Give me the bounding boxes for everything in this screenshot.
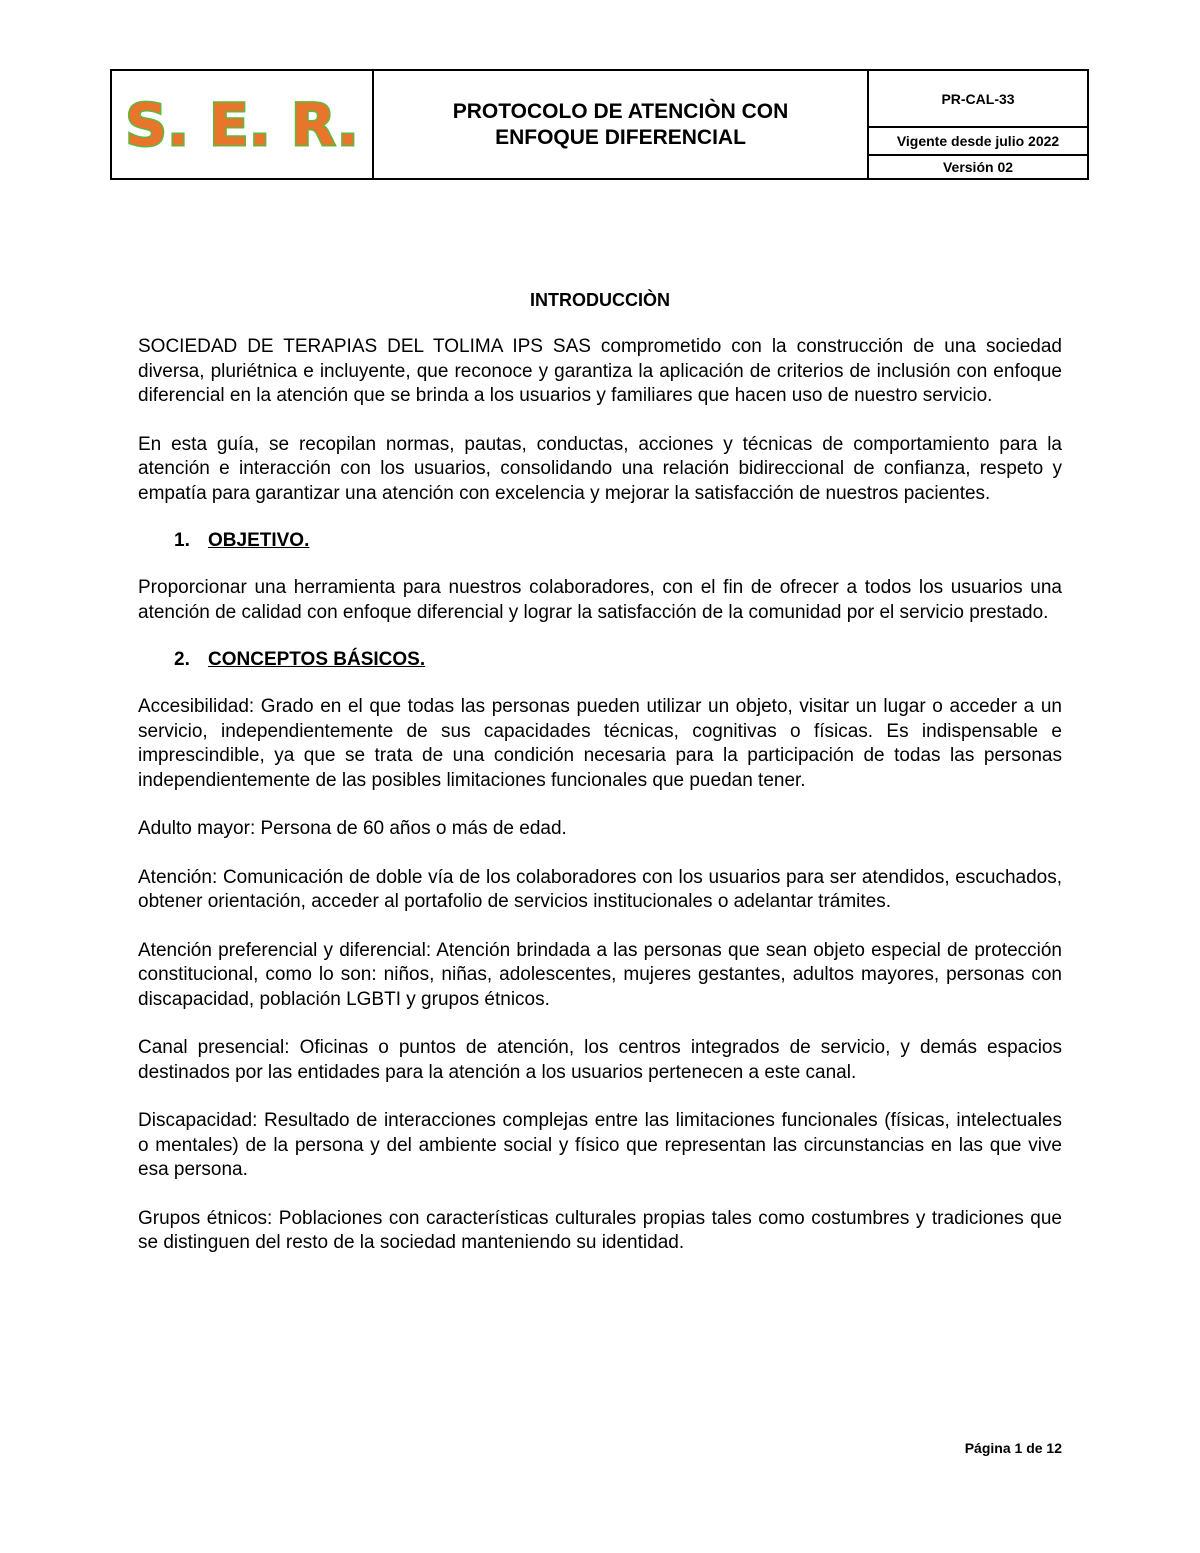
logo-text: S. E. R. — [125, 90, 359, 159]
concept-accesibilidad: Accesibilidad: Grado en el que todas las personas pueden utilizar un objeto, visitar un lugar o acceder a un servicio, independientemente de sus capacidades técnicas, cognitivas o físicas. Es indispensable e imprescindible, ya que se trata de una condición necesaria para la participación de todas las personas independientemente de las posibles limitaciones funcionales que puedan tener. — [138, 696, 1062, 791]
section-title: CONCEPTOS BÁSICOS. — [208, 649, 426, 670]
concept-atencion: Atención: Comunicación de doble vía de los colaboradores con los usuarios para ser atendidos, escuchados, obtener orientación, acceder al portafolio de servicios institucionales o adelantar trámites. — [138, 866, 1062, 912]
concept-discapacidad: Discapacidad: Resultado de interacciones complejas entre las limitaciones funcionales (físicas, intelectuales o mentales) de la persona y del ambiente social y físico que representan las circunstancias en las que vive esa persona. — [138, 1110, 1062, 1180]
document-header — [110, 69, 1089, 180]
document-body — [138, 290, 1062, 1280]
meta-cell — [869, 71, 1087, 178]
title-cell — [374, 71, 869, 178]
section-heading-objective — [138, 530, 1062, 552]
objective-paragraph: Proporcionar una herramienta para nuestros colaboradores, con el fin de ofrecer a todos los usuarios una atención de calidad con enfoque diferencial y lograr la satisfacción de la comunidad por el servicio prestado. — [138, 577, 1062, 623]
document-code: PR-CAL-33 — [869, 71, 1087, 128]
concept-adulto-mayor: Adulto mayor: Persona de 60 años o más de edad. — [138, 818, 567, 839]
section-heading-concepts — [138, 649, 1062, 671]
title-line-2: ENFOQUE DIFERENCIAL — [495, 125, 746, 149]
concept-canal-presencial: Canal presencial: Oficinas o puntos de atención, los centros integrados de servicio, y demás espacios destinados por las entidades para la atención a los usuarios pertenecen a este canal. — [138, 1037, 1062, 1083]
logo-cell — [112, 71, 374, 178]
intro-paragraph-2: En esta guía, se recopilan normas, pautas, conductas, acciones y técnicas de comportamiento para la atención e interacción con los usuarios, consolidando una relación bidireccional de confianza, respeto y empatía para garantizar una atención con excelencia y mejorar la satisfacción de nuestros pacientes. — [138, 433, 1062, 504]
section-number: 1. — [174, 530, 190, 551]
section-number: 2. — [174, 649, 190, 670]
document-title — [433, 99, 809, 151]
section-title: OBJETIVO. — [208, 530, 310, 551]
title-line-1: PROTOCOLO DE ATENCIÒN CON — [452, 99, 789, 123]
valid-from: Vigente desde julio 2022 — [869, 128, 1087, 156]
concept-atencion-preferencial: Atención preferencial y diferencial: Atención brindada a las personas que sean objeto especial de protección constitucional, como lo son: niños, niñas, adolescentes, mujeres gestantes, adultos mayores, personas con discapacidad, población LGBTI y grupos étnicos. — [138, 939, 1062, 1010]
page-number: Página 1 de 12 — [964, 1440, 1062, 1456]
document-version: Versión 02 — [942, 159, 1014, 175]
ser-logo — [122, 90, 362, 160]
intro-paragraph-1: SOCIEDAD DE TERAPIAS DEL TOLIMA IPS SAS comprometido con la construcción de una sociedad diversa, pluriétnica e incluyente, que reconoce y garantiza la aplicación de criterios de inclusión con enfoque diferencial en la atención que se brinda a los usuarios y familiares que hacen uso de nuestro servicio. — [138, 336, 1062, 406]
concept-grupos-etnicos: Grupos étnicos: Poblaciones con características culturales propias tales como costumbres y tradiciones que se distinguen del resto de la sociedad manteniendo su identidad. — [138, 1207, 1062, 1253]
intro-heading: INTRODUCCIÒN — [530, 290, 670, 310]
